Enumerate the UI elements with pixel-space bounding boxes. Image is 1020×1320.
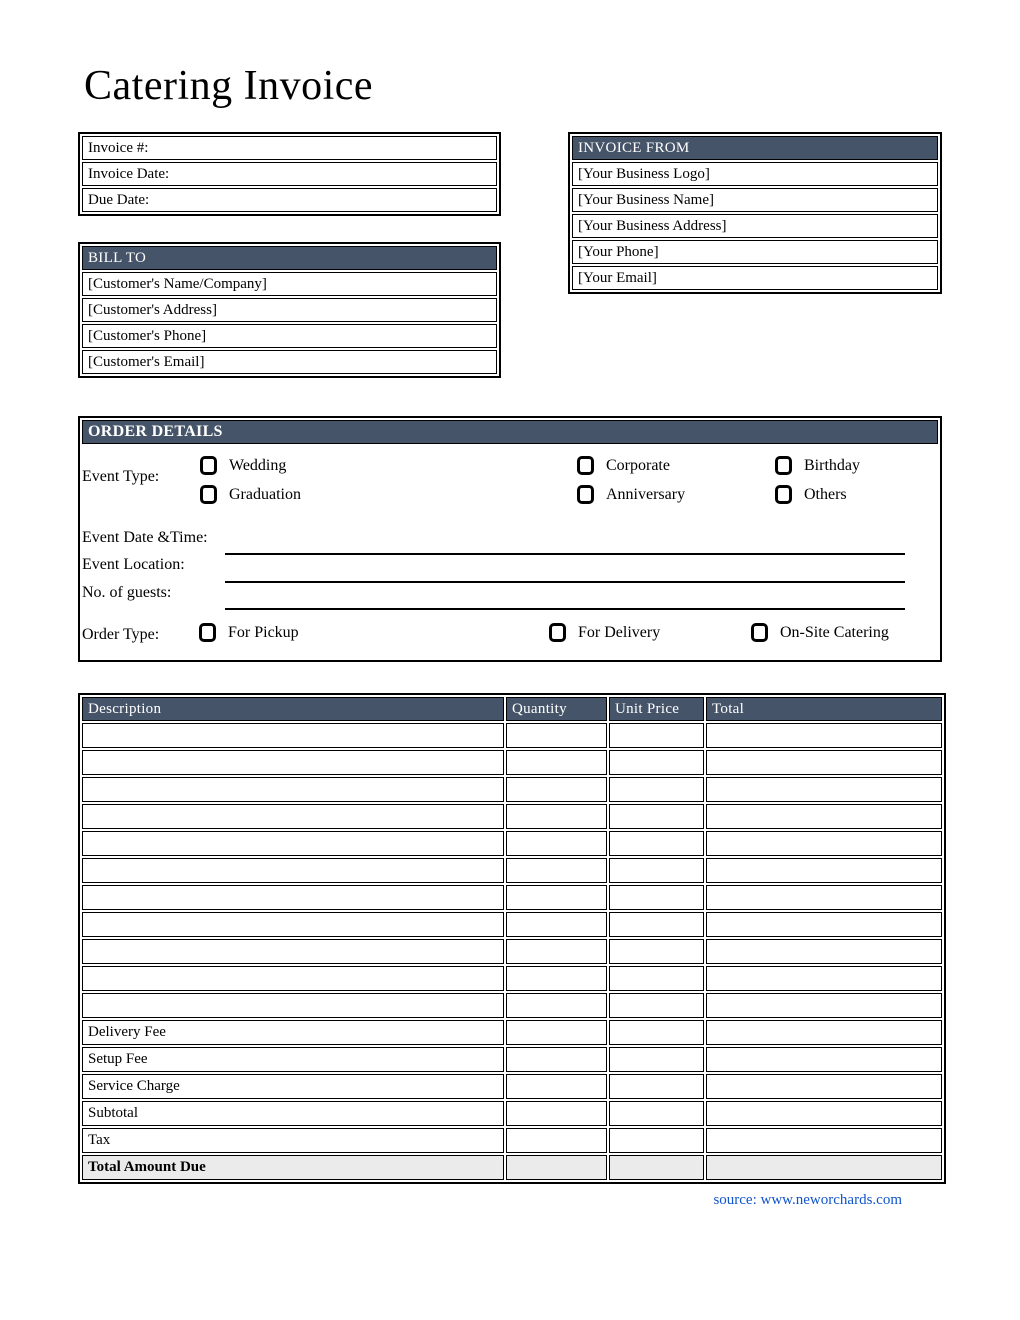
table-row (82, 1020, 942, 1045)
table-row (82, 939, 942, 964)
item-description-cell[interactable] (82, 858, 504, 883)
fee-quantity-cell[interactable] (506, 1074, 607, 1099)
table-row (82, 750, 942, 775)
invoice-from-table (568, 132, 942, 294)
table-row (572, 240, 938, 264)
checkbox-item-for-delivery (549, 623, 660, 642)
fee-unit-price-cell[interactable] (609, 1128, 704, 1153)
wedding-checkbox[interactable] (200, 456, 217, 475)
table-row (82, 298, 497, 322)
items-col-header-quantity: Quantity (506, 697, 607, 721)
table-row (82, 1047, 942, 1072)
item-quantity-cell[interactable] (506, 912, 607, 937)
table-row (82, 1074, 942, 1099)
total-quantity-cell (506, 1155, 607, 1180)
table-row (82, 162, 497, 186)
order-details-header: ORDER DETAILS (82, 420, 938, 444)
item-total-cell[interactable] (706, 993, 942, 1018)
fee-total-cell[interactable] (706, 1020, 942, 1045)
fee-quantity-cell[interactable] (506, 1020, 607, 1045)
item-unit-price-cell[interactable] (609, 777, 704, 802)
anniversary-label: Anniversary (606, 485, 686, 503)
item-quantity-cell[interactable] (506, 966, 607, 991)
fee-label-cell: Tax (82, 1128, 504, 1153)
item-total-cell[interactable] (706, 804, 942, 829)
fee-quantity-cell[interactable] (506, 1101, 607, 1126)
item-unit-price-cell[interactable] (609, 750, 704, 775)
checkbox-item-on-site-catering (751, 623, 889, 642)
total-amount-cell (706, 1155, 942, 1180)
birthday-checkbox[interactable] (775, 456, 792, 475)
item-unit-price-cell[interactable] (609, 804, 704, 829)
fee-unit-price-cell[interactable] (609, 1074, 704, 1099)
total-amount-due-label-cell: Total Amount Due (82, 1155, 504, 1180)
item-quantity-cell[interactable] (506, 777, 607, 802)
fee-quantity-cell[interactable] (506, 1047, 607, 1072)
invoice-from-header: INVOICE FROM (572, 136, 938, 160)
on-site-catering-checkbox[interactable] (751, 623, 768, 642)
customer-email-field[interactable]: [Customer's Email] (82, 350, 497, 374)
business-address-field[interactable]: [Your Business Address] (572, 214, 938, 238)
table-row (82, 272, 497, 296)
table-row (572, 136, 938, 160)
order-details-body (82, 444, 938, 656)
checkbox-item-others (775, 485, 847, 504)
table-row (82, 885, 942, 910)
item-total-cell[interactable] (706, 777, 942, 802)
graduation-checkbox[interactable] (200, 485, 217, 504)
item-total-cell[interactable] (706, 966, 942, 991)
checkbox-item-for-pickup (199, 623, 299, 642)
table-row (572, 162, 938, 186)
anniversary-checkbox[interactable] (577, 485, 594, 504)
business-phone-field[interactable]: [Your Phone] (572, 240, 938, 264)
table-row (82, 136, 497, 160)
birthday-label: Birthday (804, 456, 860, 474)
fee-label-cell: Service Charge (82, 1074, 504, 1099)
table-row (572, 214, 938, 238)
event-date-time-input-line[interactable] (225, 553, 905, 555)
items-header-row (82, 697, 942, 721)
invoice-meta-table (78, 132, 501, 216)
customer-name-field[interactable]: [Customer's Name/Company] (82, 272, 497, 296)
wedding-label: Wedding (229, 456, 287, 474)
item-unit-price-cell[interactable] (609, 993, 704, 1018)
fee-quantity-cell[interactable] (506, 1128, 607, 1153)
item-total-cell[interactable] (706, 912, 942, 937)
bill-to-header: BILL TO (82, 246, 497, 270)
item-quantity-cell[interactable] (506, 831, 607, 856)
table-row (82, 912, 942, 937)
business-logo-placeholder[interactable]: [Your Business Logo] (572, 162, 938, 186)
table-row (82, 858, 942, 883)
item-description-cell[interactable] (82, 993, 504, 1018)
invoice-number-field[interactable]: Invoice #: (82, 136, 497, 160)
table-row (82, 246, 497, 270)
table-row (82, 966, 942, 991)
fee-unit-price-cell[interactable] (609, 1020, 704, 1045)
customer-phone-field[interactable]: [Customer's Phone] (82, 324, 497, 348)
invoice-date-field[interactable]: Invoice Date: (82, 162, 497, 186)
table-row (82, 993, 942, 1018)
fee-total-cell[interactable] (706, 1074, 942, 1099)
item-unit-price-cell[interactable] (609, 912, 704, 937)
item-quantity-cell[interactable] (506, 804, 607, 829)
table-row (572, 266, 938, 290)
item-description-cell[interactable] (82, 750, 504, 775)
order-details-section (78, 416, 942, 662)
item-description-cell[interactable] (82, 831, 504, 856)
fee-label-cell: Subtotal (82, 1101, 504, 1126)
table-row (82, 188, 497, 212)
item-description-cell[interactable] (82, 885, 504, 910)
item-quantity-cell[interactable] (506, 993, 607, 1018)
fee-total-cell[interactable] (706, 1047, 942, 1072)
bill-to-table (78, 242, 501, 378)
fee-total-cell[interactable] (706, 1101, 942, 1126)
item-unit-price-cell[interactable] (609, 858, 704, 883)
table-row (82, 1155, 942, 1180)
item-description-cell[interactable] (82, 723, 504, 748)
item-quantity-cell[interactable] (506, 858, 607, 883)
others-label: Others (804, 485, 847, 503)
for-pickup-checkbox[interactable] (199, 623, 216, 642)
item-quantity-cell[interactable] (506, 723, 607, 748)
business-email-field[interactable]: [Your Email] (572, 266, 938, 290)
table-row (82, 1128, 942, 1153)
fee-label-cell: Setup Fee (82, 1047, 504, 1072)
page-title: Catering Invoice (84, 63, 374, 109)
business-name-field[interactable]: [Your Business Name] (572, 188, 938, 212)
table-row (82, 723, 942, 748)
item-total-cell[interactable] (706, 885, 942, 910)
item-description-cell[interactable] (82, 912, 504, 937)
table-row (82, 831, 942, 856)
order-type-label: Order Type: (82, 626, 160, 643)
fee-unit-price-cell[interactable] (609, 1047, 704, 1072)
no-of-guests-label: No. of guests: (82, 584, 172, 601)
items-col-header-unit-price: Unit Price (609, 697, 704, 721)
for-delivery-label: For Delivery (578, 623, 661, 641)
item-unit-price-cell[interactable] (609, 966, 704, 991)
due-date-field[interactable]: Due Date: (82, 188, 497, 212)
for-delivery-checkbox[interactable] (549, 623, 566, 642)
item-total-cell[interactable] (706, 939, 942, 964)
source-link[interactable]: source: www.neworchards.com (713, 1192, 902, 1208)
customer-address-field[interactable]: [Customer's Address] (82, 298, 497, 322)
item-total-cell[interactable] (706, 831, 942, 856)
corporate-checkbox[interactable] (577, 456, 594, 475)
total-unit-price-cell (609, 1155, 704, 1180)
on-site-catering-label: On-Site Catering (780, 623, 889, 641)
event-date-time-label: Event Date &Time: (82, 529, 208, 546)
table-row (82, 777, 942, 802)
item-unit-price-cell[interactable] (609, 939, 704, 964)
item-description-cell[interactable] (82, 939, 504, 964)
checkbox-item-wedding (200, 456, 286, 475)
table-row (82, 350, 497, 374)
checkbox-item-corporate (577, 456, 670, 475)
item-quantity-cell[interactable] (506, 750, 607, 775)
item-unit-price-cell[interactable] (609, 885, 704, 910)
item-quantity-cell[interactable] (506, 939, 607, 964)
corporate-label: Corporate (606, 456, 670, 474)
item-description-cell[interactable] (82, 804, 504, 829)
checkbox-item-graduation (200, 485, 301, 504)
table-row (82, 804, 942, 829)
others-checkbox[interactable] (775, 485, 792, 504)
item-description-cell[interactable] (82, 966, 504, 991)
event-location-label: Event Location: (82, 556, 185, 573)
items-col-header-total: Total (706, 697, 942, 721)
checkbox-item-birthday (775, 456, 860, 475)
event-type-label: Event Type: (82, 468, 160, 485)
item-total-cell[interactable] (706, 858, 942, 883)
fee-unit-price-cell[interactable] (609, 1101, 704, 1126)
item-total-cell[interactable] (706, 750, 942, 775)
item-quantity-cell[interactable] (506, 885, 607, 910)
for-pickup-label: For Pickup (228, 623, 299, 641)
no-of-guests-input-line[interactable] (225, 608, 905, 610)
checkbox-item-anniversary (577, 485, 685, 504)
table-row (82, 1101, 942, 1126)
fee-total-cell[interactable] (706, 1128, 942, 1153)
item-description-cell[interactable] (82, 777, 504, 802)
graduation-label: Graduation (229, 485, 301, 503)
table-row (82, 324, 497, 348)
fee-label-cell: Delivery Fee (82, 1020, 504, 1045)
table-row (572, 188, 938, 212)
items-col-header-description: Description (82, 697, 504, 721)
item-unit-price-cell[interactable] (609, 723, 704, 748)
item-unit-price-cell[interactable] (609, 831, 704, 856)
items-table (78, 693, 946, 1184)
event-location-input-line[interactable] (225, 581, 905, 583)
item-total-cell[interactable] (706, 723, 942, 748)
